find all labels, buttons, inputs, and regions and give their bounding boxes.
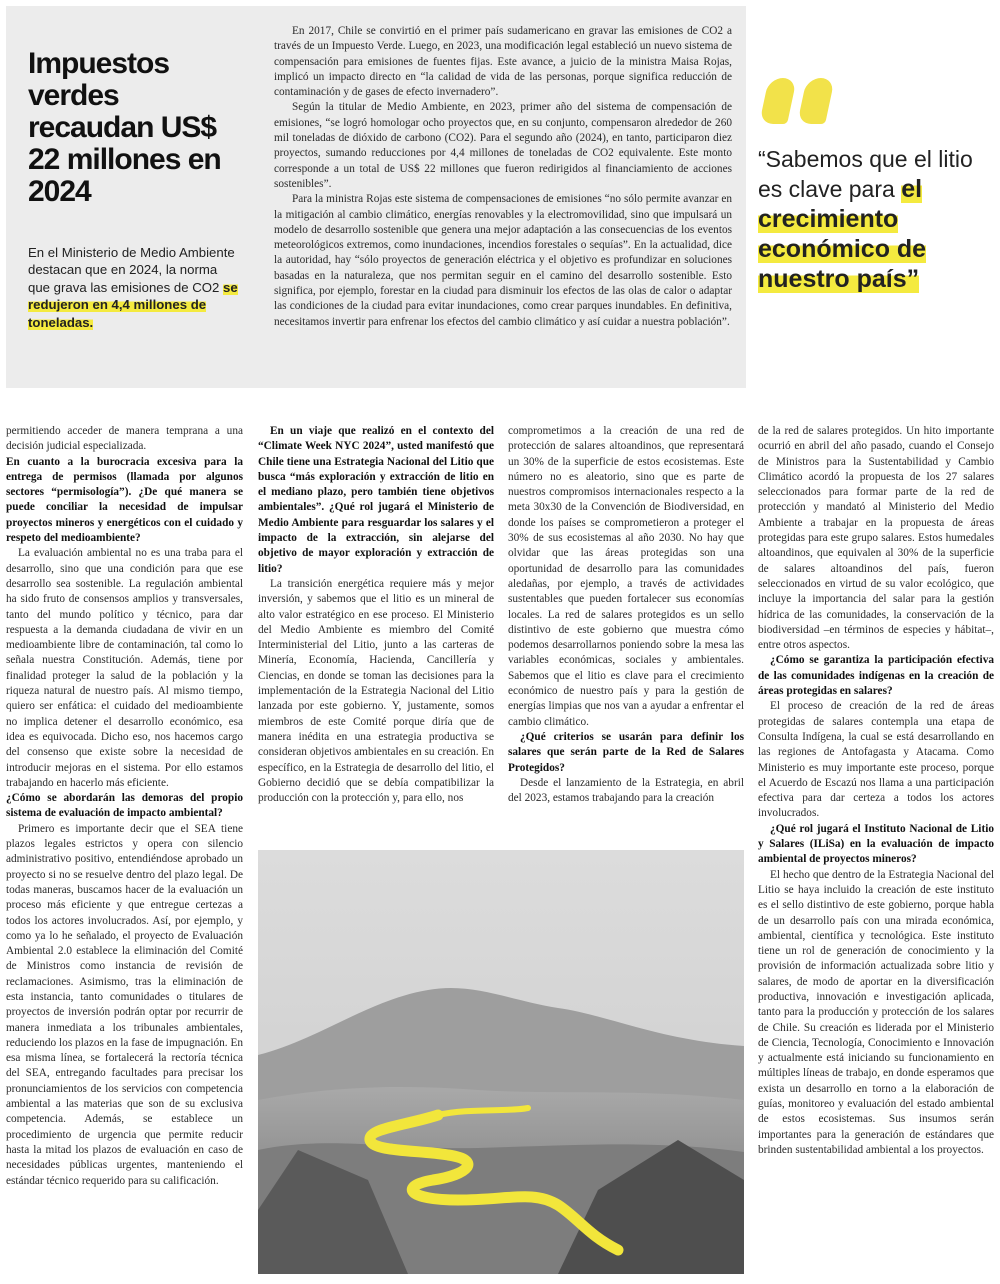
article-paragraph: de la red de salares protegidos. Un hito importante ocurrió en abril del año pasado, cuando el Consejo de Ministros para la Sustentabilidad y Cambio Climático acordó la propuesta de los 27 salares seleccionados para formar parte de la red de protección y mandató al Ministerio del Medio Ambiente a trabajar en la propuesta de áreas protegidas para este grupo salares. Estos humedales altoandinos, que equivalen al 30% de la superficie de salares altoandinos del país, fueron seleccionados en virtud de su valor ecológico, que incluye la importancia del salar para la gestión hídrica de las comunidades, la conservación de la biodiversidad –en términos de especies y hábitat–, entre otros aspectos.: [758, 425, 994, 652]
box-body: [274, 24, 732, 330]
box-dek-highlight: se redujeron en 4,4 millones de toneladas.: [28, 279, 238, 330]
quote-marks-icon: [764, 78, 834, 142]
pull-quote-bold: el crecimiento económico de nuestro país”: [758, 175, 927, 293]
interview-question: ¿Qué rol jugará el Instituto Nacional de Litio y Salares (ILiSa) en la evaluación de impacto ambiental de proyectos mineros?: [758, 822, 994, 866]
article-column-3: [508, 424, 744, 806]
pull-quote: [758, 92, 994, 294]
box-paragraph: Para la ministra Rojas este sistema de compensaciones de emisiones “no sólo permite avanzar en la mitigación al cambio climático, energías renovables y la electromovilidad, sino que impulsará un modelo de desarrollo sostenible que genera una mejor adaptación a las consecuencias de los eventos meteorológicos extremos, como inundaciones, incendios forestales o sequías”. En la actualidad, dice la autoridad, hay “sólo proyectos de generación eléctrica y el objetivo es profundizar en soluciones basadas en la naturaleza, que nos permitan seguir en el camino del desarrollo sostenible. Esto significa, por ejemplo, forestar en la ciudad para disminuir los efectos de las olas de calor o adaptar las condiciones de la ciudad para evitar inundaciones, como crear parques inundables. En definitiva, necesitamos invertir para enfrenar los efectos del cambio climático y así cuidar a nuestra población”.: [274, 193, 732, 328]
interview-question: ¿Qué criterios se usarán para definir los salares que serán parte de la Red de Salares Protegidos?: [508, 730, 744, 774]
interview-question: En cuanto a la burocracia excesiva para la entrega de permisos (llamada por algunos sectores “permisología”). ¿De qué manera se puede conciliar la necesidad de impulsar proyectos mineros y energéticos con el cuidado y respeto del medioambiente?: [6, 455, 243, 545]
article-paragraph: permitiendo acceder de manera temprana a una decisión judicial especializada.: [6, 425, 243, 453]
article-paragraph: Desde el lanzamiento de la Estrategia, en abril del 2023, estamos trabajando para la creación: [508, 776, 744, 805]
article-paragraph: El proceso de creación de la red de áreas protegidas de salares contempla una etapa de Consulta Indígena, la cual se está desarrollando en las regiones de Antofagasta y Atacama. Como Ministerio es muy importante este proceso, porque el Acuerdo de Escazú nos llama a una participación efectiva para dar certeza a todos los actores involucrados.: [758, 700, 994, 820]
interview-question: ¿Cómo se abordarán las demoras del propio sistema de evaluación de impacto ambiental?: [6, 792, 243, 820]
salar-river-illustration: [258, 850, 744, 1274]
article-paragraph: El hecho que dentro de la Estrategia Nacional del Litio se haya incluido la creación de este instituto es el sello distintivo de este gobierno, porque habla de un desarrollo país con una mirada económica, ambiental, científica y tecnológica. Este instituto tiene un rol de generación de conocimiento y la provisión de información actualizada sobre litio y salares, de modo de aportar en la diversificación productiva, innovación e investigación aplicada, tanto para la producción y protección de los salares de Chile. Su creación es liderada por el Ministerio de Ciencia, Tecnología, Conocimiento e Innovación y actualmente está iniciando su funcionamiento en múltiples líneas de trabajo, en donde esperamos que exista un desarrollo en torno a la elaboración de guías, monitoreo y evaluación del estado ambiental de estos ecosistemas. Sus insumos serán importantes para la generación de estándares que brinden sustentabilidad ambiental a los proyectos.: [758, 868, 994, 1156]
landscape-photo: [258, 850, 744, 1274]
article-column-1: [6, 424, 243, 1189]
box-dek: [28, 244, 242, 331]
box-paragraph: En 2017, Chile se convirtió en el primer país sudamericano en gravar las emisiones de CO2 a través de un Impuesto Verde. Luego, en 2023, una modificación legal estableció un nuevo sistema de compensación para emisiones de fuentes fijas. Este avance, a juicio de la ministra Maisa Rojas, implicó un impacto directo en “la calidad de vida de las personas, porque significa reducción de contaminación y de gases de efecto invernadero”.: [274, 25, 732, 99]
pull-quote-text: [758, 144, 994, 294]
article-paragraph: La evaluación ambiental no es una traba para el desarrollo, sino que una condición para que ese desarrollo sea sostenible. La regulación ambiental ha sido fruto de consensos amplios y transversales, tanto del mundo político y técnico, para dar respuesta a la demanda ciudadana de vivir en un medioambiente libre de contaminación, tal como lo señala nuestra Constitución. Además, tiene por finalidad proteger la salud de la población y la riqueza natural de nuestro país. Al mismo tiempo, quiero ser enfática: el cuidado del medioambiente no implica detener el desarrollo económico, esa idea es equivocada. Dicho eso, nos hacemos cargo del consenso que existe sobre la necesidad de introducir mejoras en el sistema. Por ello estamos trabajando en hacerlo más eficiente.: [6, 547, 243, 789]
article-paragraph: comprometimos a la creación de una red de protección de salares altoandinos, que representará un 30% de la superficie de estos ecosistemas. Este número no es aleatorio, sino que es parte de nuestros compromisos internacionales respecto a la meta 30x30 de la Convención de Biodiversidad, en donde los países se comprometieron a proteger el 30% de sus ecosistemas al año 2030. No hay que olvidar que las áreas protegidas son una oportunidad de desarrollo para las comunidades aledañas, por ejemplo, a través de actividades sustentables que pueden fortalecer sus economías locales. La red de salares protegidos es un sello distintivo de este gobierno que muestra cómo podemos desarrollarnos poniendo sobre la mesa las variables económicas, sociales y ambientales. Sabemos que el litio es clave para el crecimiento económico de nuestro país y para la gestión de energías limpias que nos van a ayudar a enfrentar el cambio climático.: [508, 425, 744, 728]
sidebar-box: [6, 6, 746, 388]
interview-question: En un viaje que realizó en el contexto del “Climate Week NYC 2024”, usted manifestó que Chile tiene una Estrategia Nacional del Litio que busca “más exploración y extracción de litio en el mediano plazo, pero también tiene objetivos ambientales”. ¿Qué rol jugará el Ministerio de Medio Ambiente para resguardar los salares y el impacto de la extracción, sin alejarse del objetivo de mayor exploración y extracción de litio?: [258, 425, 494, 575]
box-headline: Impuestos verdes recaudan US$ 22 millones en 2024: [28, 47, 221, 208]
article-column-2: [258, 424, 494, 806]
pull-quote-plain: “Sabemos que el litio es clave para: [758, 146, 973, 202]
box-paragraph: Según la titular de Medio Ambiente, en 2023, primer año del sistema de compensación de emisiones, “se logró homologar ocho proyectos que, en su conjunto, compensaron alrededor de 260 mil toneladas de dióxido de carbono (CO2). Para el segundo año (2024), en tanto, participaron diez proyectos, sumando reducciones por 4,4 millones de toneladas de CO2 equivalente. Este monto corresponde a un total de US$ 22 millones que fueron redirigidos al financiamiento de acciones sostenibles”.: [274, 101, 732, 190]
article-paragraph: Primero es importante decir que el SEA tiene plazos legales estrictos y opera con silencio administrativo positivo, entendiéndose aprobado un proyecto si no se resuelve dentro del plazo legal. De todas maneras, buscamos hacer de la evaluación un proceso más eficiente y que entregue certezas a todos los actores involucrados. Así, por ejemplo, y como ya lo he señalado, el proyecto de Evaluación Ambiental 2.0 establece la eliminación del Comité de Ministros como instancia de revisión de reclamaciones. Asimismo, tras la eliminación de esta instancia, tanto comunidades o titulares de proyectos de inversión podrán optar por recurrir de manera inmediata a los tribunales ambientales, reduciendo los plazos en la fase de impugnación. En esa misma línea, se fortalecerá la rectoría técnica del SEA, entregando facultades para precisar los pronunciamientos de los servicios con competencia ambiental a las materias que son de su exclusiva competencia. Además, se establece un procedimiento de urgencia que permite reducir hasta la mitad los plazos de evaluación en caso de necesidades públicas urgentes, manteniendo el estándar técnico requerido para su calificación.: [6, 822, 243, 1187]
interview-question: ¿Cómo se garantiza la participación efectiva de las comunidades indígenas en la creación de áreas protegidas en salares?: [758, 654, 994, 698]
article-column-4: [758, 424, 994, 1158]
box-dek-text: En el Ministerio de Medio Ambiente destacan que en 2024, la norma que grava las emisiones de CO2: [28, 245, 235, 295]
article-paragraph: La transición energética requiere más y mejor inversión, y sabemos que el litio es un mineral de alto valor estratégico en ese proceso. El Ministerio del Medio Ambiente es miembro del Comité Interministerial del Litio, junto a las carteras de Minería, Economía, Hacienda, Cancillería y Ciencias, en donde se toman las decisiones para la implementación de la Estrategia Nacional del Litio lanzada por este gobierno. Y, justamente, somos miembros de este Comité porque diría que de manera inédita en una estrategia productiva se consideran objetivos ambientales en su creación. En específico, en la Estrategia de desarrollo del litio, el Gobierno decidió que se debía compatibilizar la producción con la protección y, para ello, nos: [258, 577, 494, 805]
